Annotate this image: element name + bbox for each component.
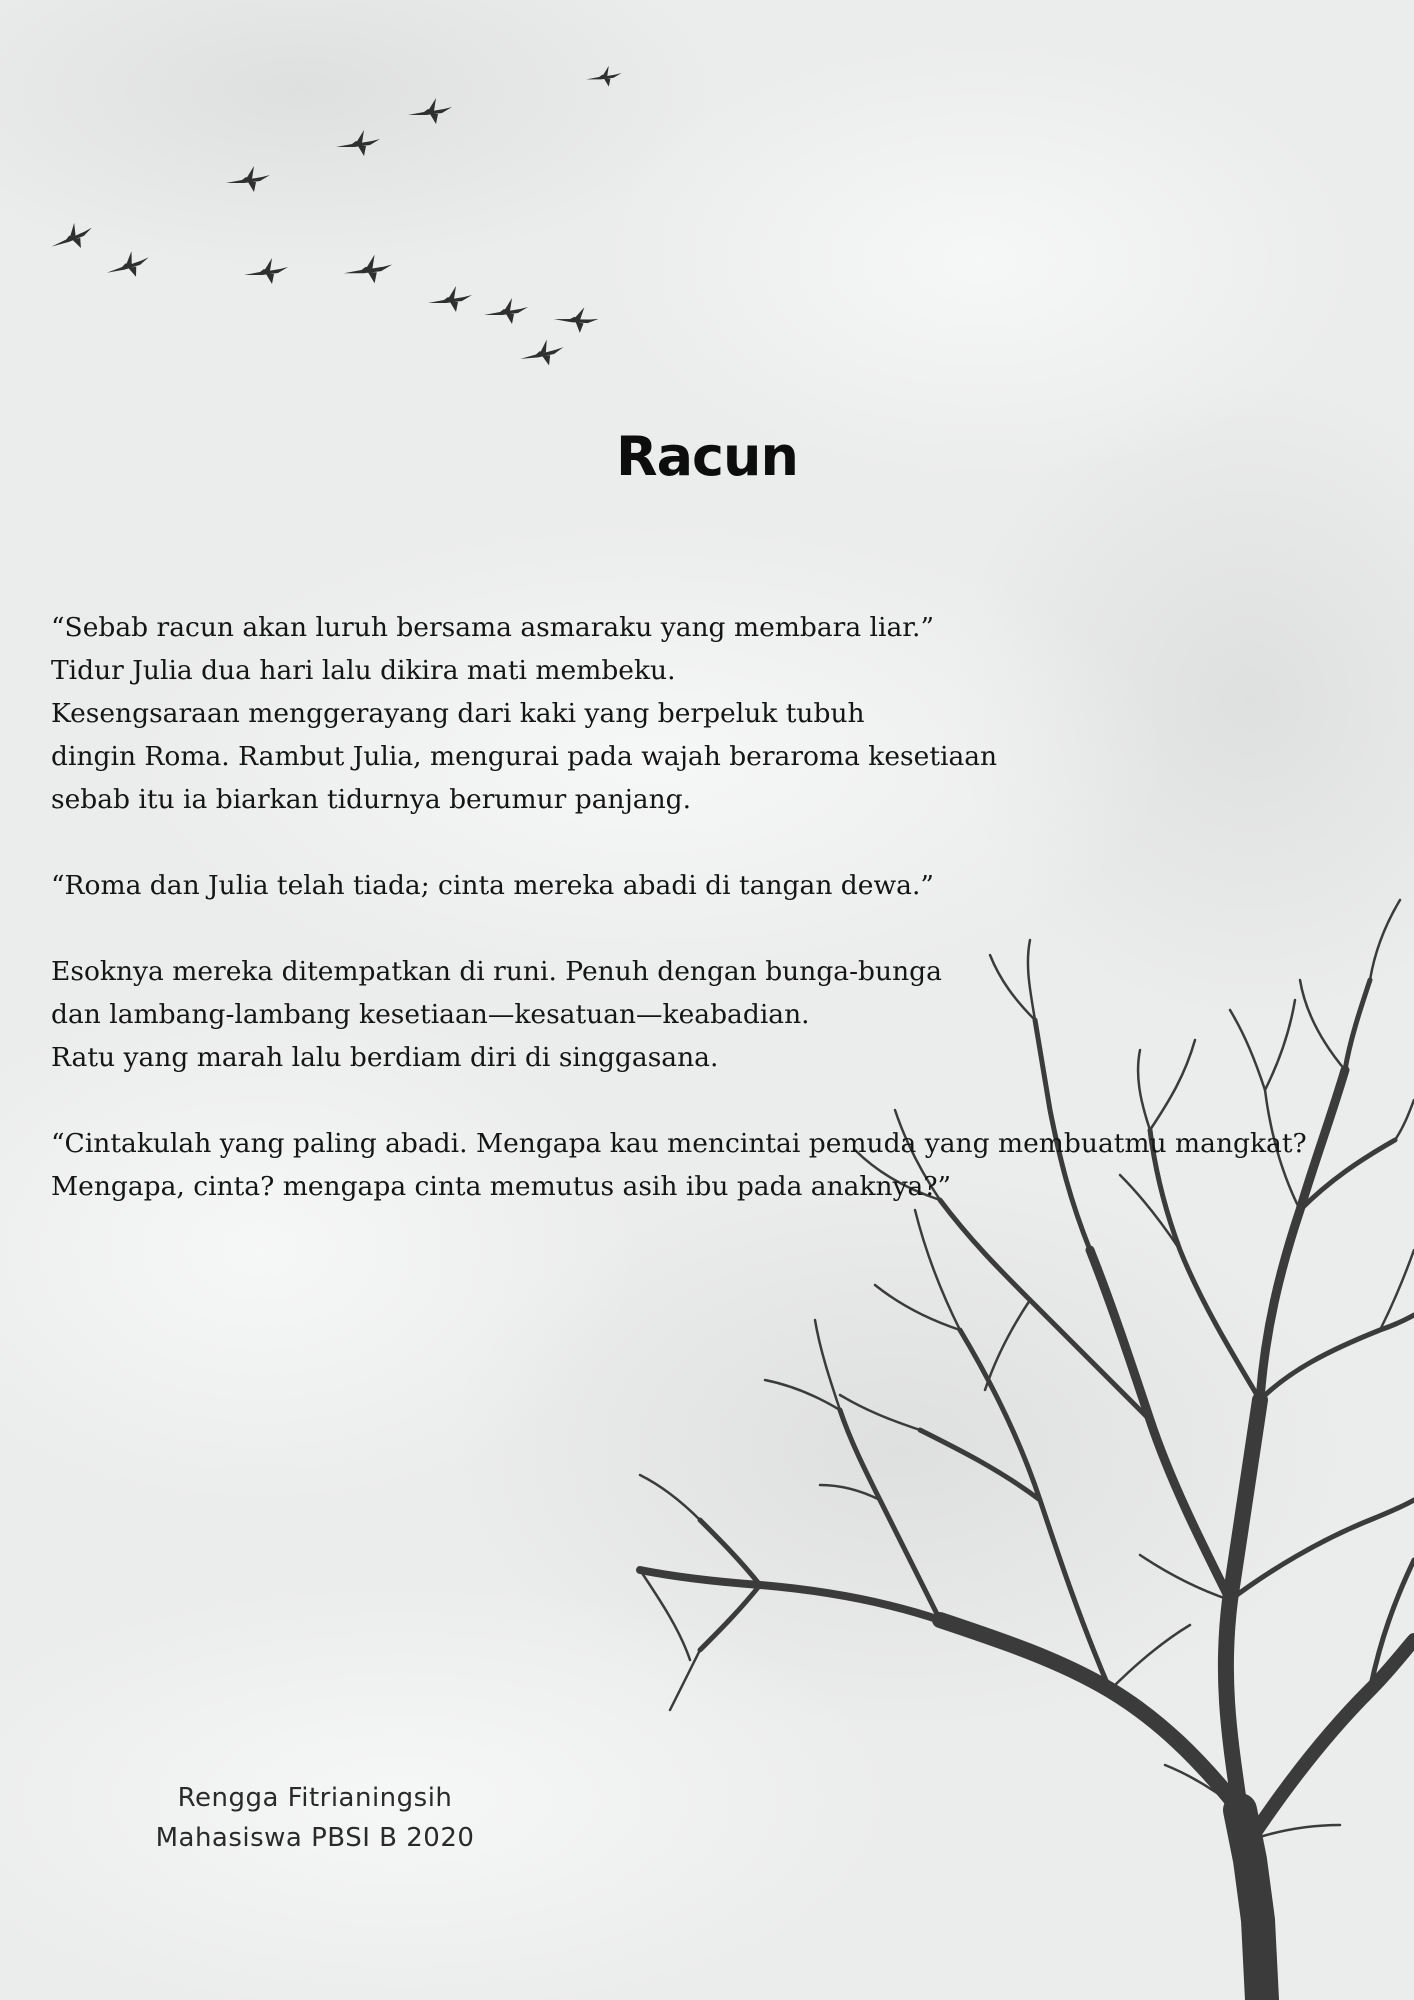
author-affiliation: Mahasiswa PBSI B 2020	[155, 1823, 475, 1853]
poem-line: Kesengsaraan menggerayang dari kaki yang berpeluk tubuh	[51, 698, 865, 729]
poem-line: Ratu yang marah lalu berdiam diri di singgasana.	[51, 1042, 719, 1073]
poem-line: “Roma dan Julia telah tiada; cinta mereka abadi di tangan dewa.”	[51, 870, 934, 901]
poem-line: dingin Roma. Rambut Julia, mengurai pada wajah beraroma kesetiaan	[51, 741, 998, 772]
poem-title: Racun	[616, 425, 798, 488]
poem-line: Tidur Julia dua hari lalu dikira mati membeku.	[51, 655, 676, 686]
poem-line: “Cintakulah yang paling abadi. Mengapa kau mencintai pemuda yang membuatmu mangkat?	[51, 1128, 1307, 1159]
stanza	[51, 864, 1391, 907]
stanza	[51, 606, 1391, 821]
stanza	[51, 950, 1391, 1079]
poem-line: sebab itu ia biarkan tidurnya berumur panjang.	[51, 784, 692, 815]
author-name: Rengga Fitrianingsih	[177, 1783, 453, 1813]
poem-line: Esoknya mereka ditempatkan di runi. Penuh dengan bunga-bunga	[51, 956, 942, 987]
poem-line: dan lambang-lambang kesetiaan—kesatuan—keabadian.	[51, 999, 810, 1030]
poem-line: “Sebab racun akan luruh bersama asmaraku yang membara liar.”	[51, 612, 935, 643]
poem-body	[51, 606, 1391, 1251]
poem-line: Mengapa, cinta? mengapa cinta memutus asih ibu pada anaknya?”	[51, 1171, 952, 1202]
author-credit	[140, 1778, 490, 1858]
stanza	[51, 1122, 1391, 1208]
